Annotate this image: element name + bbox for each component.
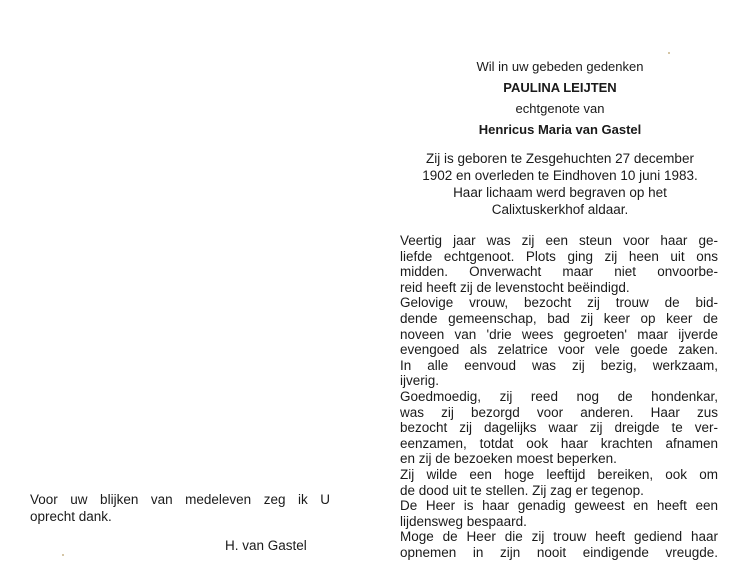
eulogy-line: eenzamen, totdat ook haar krachten afnamen [400,435,718,451]
eulogy-line: Goedmoedig, zij reed nog de hondenkar, [400,388,718,404]
thanks-line: Voor uw blijken van medeleven zeg ik U [30,492,330,507]
deceased-name: PAULINA LEIJTEN [503,80,617,95]
eulogy-text [400,233,718,560]
signature: H. van Gastel [225,538,307,553]
birth-death-info [400,150,720,218]
eulogy-line: midden. Onverwacht maar niet onvoorbe- [400,264,718,280]
eulogy-line: Zij wilde een hoge leeftijd bereiken, ook om [400,466,718,482]
card-header [400,56,720,218]
paper-speck [668,52,670,54]
eulogy-line: was zij bezorgd voor anderen. Haar zus [400,404,718,420]
eulogy-line: In alle eenvoud was zij bezig, werkzaam, [400,357,718,373]
birth-line: 1902 en overleden te Eindhoven 10 juni 1983. [422,168,698,183]
eulogy-line: noveen van 'drie wees gegroeten' maar ijverde [400,326,718,342]
eulogy-line: De Heer is haar genadig geweest en heeft een [400,498,718,514]
paper-speck [62,554,64,556]
birth-line: Zij is geboren te Zesgehuchten 27 december [426,151,694,166]
eulogy-line: Gelovige vrouw, bezocht zij trouw de bid- [400,295,718,311]
thanks-note [30,491,330,525]
intro-text: Wil in uw gebeden gedenken [476,59,644,74]
eulogy-line: opnemen in zijn nooit eindigende vreugde. [400,544,718,560]
eulogy-line: lijdensweg bespaard. [400,513,527,529]
eulogy-line: evengoed als zelatrice voor vele goede zaken. [400,342,718,358]
eulogy-line: ijverig. [400,373,440,389]
eulogy-line: dende gemeenschap, bad zij keer op keer de [400,310,718,326]
eulogy-line: Moge de Heer die zij trouw heeft gediend haar [400,529,718,545]
eulogy-line: en zij de bezoeken moest beperken. [400,451,617,467]
eulogy-line: reid heeft zij de levenstocht beëindigd. [400,279,630,295]
eulogy-line: de dood uit te stellen. Zij zag er tegenop. [400,482,644,498]
eulogy-line: bezocht zij dagelijks waar zij dreigde te ver- [400,420,718,436]
relation-text: echtgenote van [515,101,605,116]
eulogy-line: liefde echtgenoot. Plots ging zij heen uit ons [400,248,718,264]
thanks-line: oprecht dank. [30,509,112,524]
birth-line: Calixtuskerkhof aldaar. [491,202,629,217]
eulogy-line: Veertig jaar was zij een steun voor haar ge- [400,233,718,248]
spouse-name: Henricus Maria van Gastel [478,122,642,137]
birth-line: Haar lichaam werd begraven op het [453,185,667,200]
